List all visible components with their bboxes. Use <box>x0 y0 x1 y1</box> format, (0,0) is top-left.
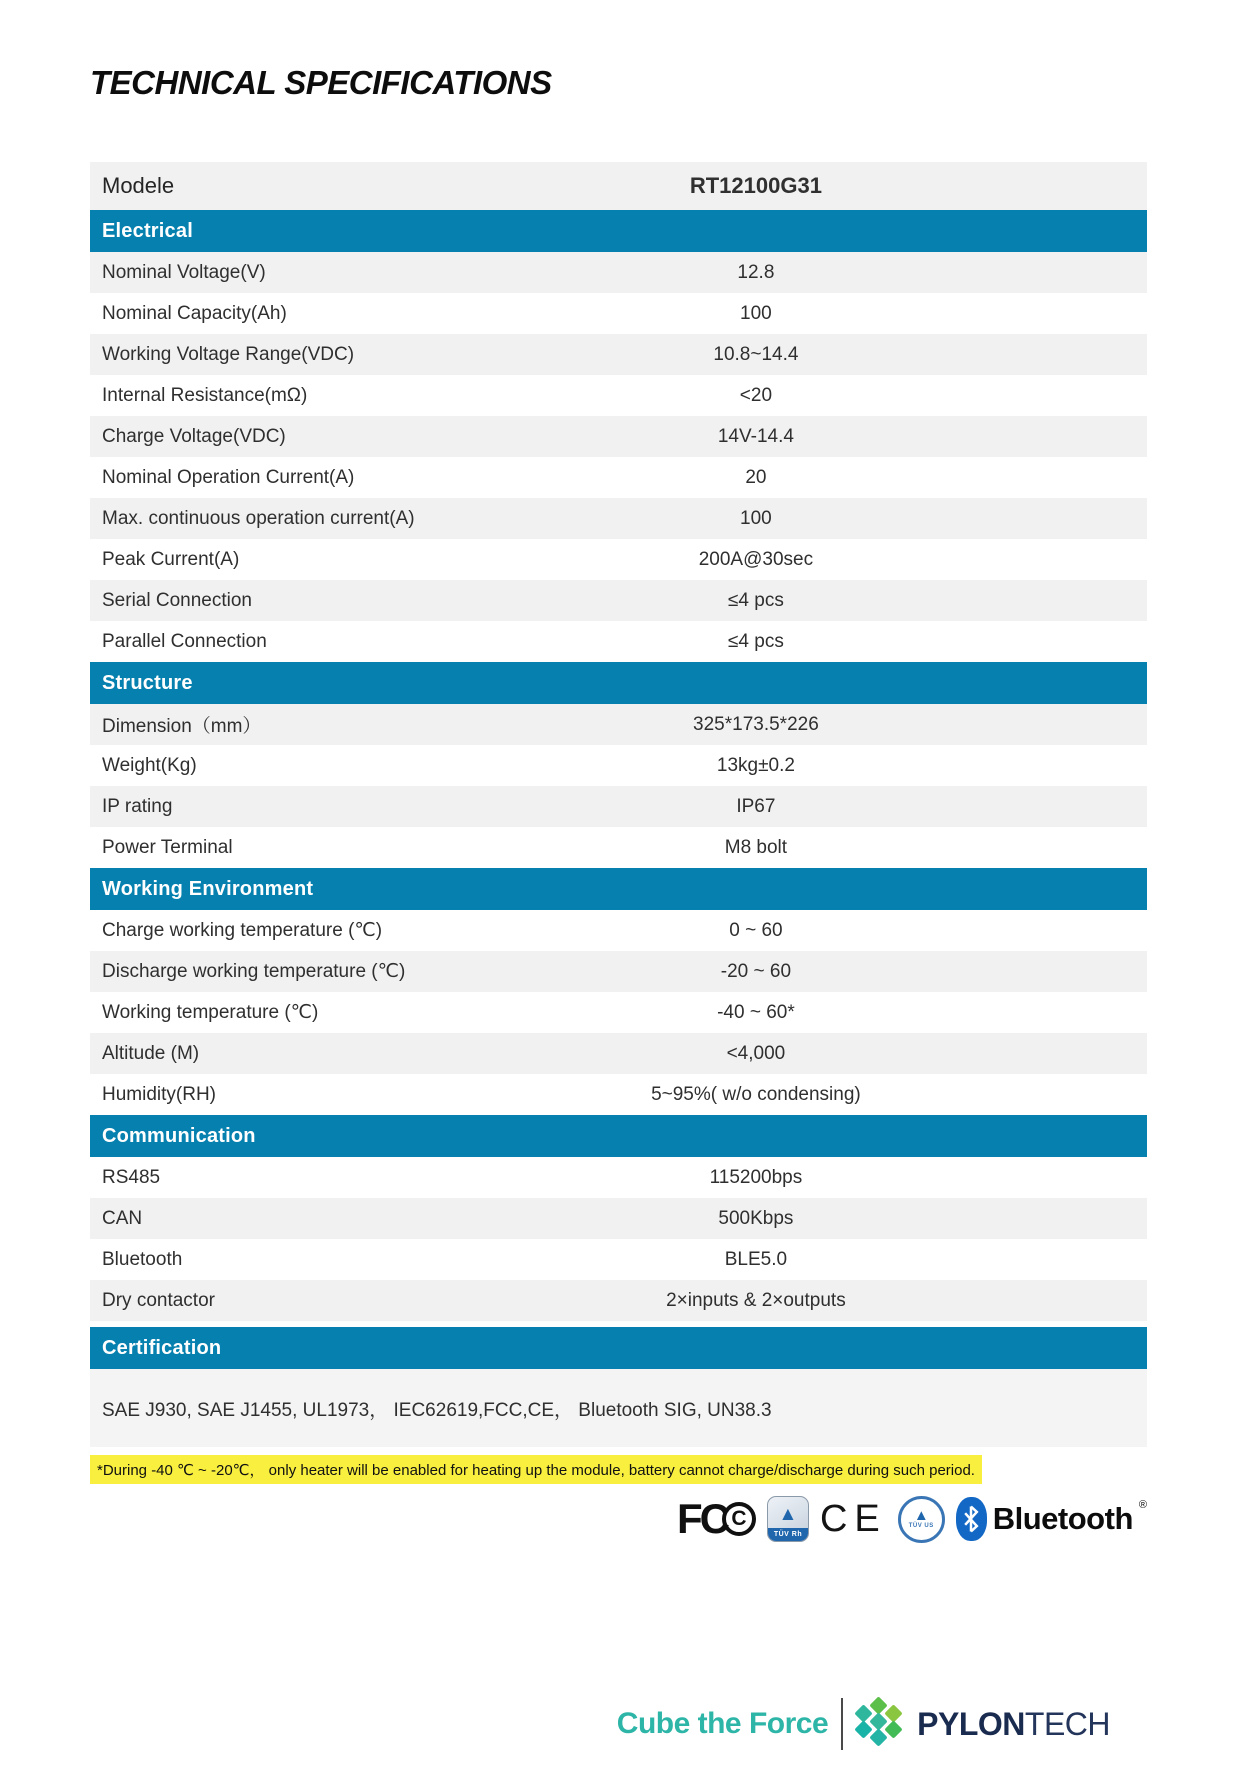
spec-value: M8 bolt <box>724 836 788 858</box>
spec-row-peak-current-a- <box>90 539 1147 580</box>
ce-mark-icon: CE <box>819 1498 887 1540</box>
diamond-shape <box>884 1720 902 1738</box>
brand-slogan: Cube the Force <box>616 1707 829 1740</box>
spec-value: <20 <box>739 384 773 406</box>
registered-trademark-symbol: ® <box>1138 1499 1147 1511</box>
spec-value: 500Kbps <box>718 1207 794 1229</box>
spec-value: 5~95%( w/o condensing) <box>651 1083 861 1105</box>
spec-label: Charge working temperature (℃) <box>102 920 383 941</box>
spec-value: 325*173.5*226 <box>693 713 819 735</box>
spec-value: 13kg±0.2 <box>716 754 795 776</box>
brand-wordmark-pylon: PYLON <box>917 1705 1025 1742</box>
spec-value: 115200bps <box>709 1166 803 1188</box>
certification-text: SAE J930, SAE J1455, UL1973， IEC62619,FCC,CE， Bluetooth SIG, UN38.3 <box>90 1369 1147 1447</box>
spec-table-sections <box>90 210 1147 1447</box>
spec-label: IP rating <box>102 795 173 817</box>
spec-label: Bluetooth <box>102 1248 183 1270</box>
spec-value: 20 <box>745 466 767 488</box>
spec-label: Nominal Capacity(Ah) <box>102 302 287 324</box>
certification-logos-row <box>90 1492 1147 1546</box>
spec-row-internal-resistance-m- <box>90 375 1147 416</box>
spec-row-power-terminal <box>90 827 1147 868</box>
spec-value: <4,000 <box>726 1042 786 1064</box>
spec-row-nominal-voltage-v- <box>90 252 1147 293</box>
spec-row-dimension-mm- <box>90 704 1147 745</box>
section-header-certification: Certification <box>90 1327 1147 1369</box>
bluetooth-wordmark: Bluetooth <box>992 1501 1133 1536</box>
bluetooth-logo <box>956 1497 1147 1541</box>
spec-value: 10.8~14.4 <box>713 343 799 365</box>
section-header-communication: Communication <box>90 1115 1147 1157</box>
page-title: TECHNICAL SPECIFICATIONS <box>90 64 552 101</box>
spec-label: Max. continuous operation current(A) <box>102 507 415 529</box>
fcc-logo-letters: FC <box>676 1495 727 1542</box>
spec-label: Altitude (M) <box>102 1042 200 1064</box>
spec-label: Weight(Kg) <box>102 754 197 776</box>
spec-label: RS485 <box>102 1166 161 1188</box>
spec-row-discharge-working-temperature- <box>90 951 1147 992</box>
spec-label: Serial Connection <box>102 589 252 611</box>
spec-label: Working Voltage Range(VDC) <box>102 343 355 365</box>
tuv-badge-bar: TÜV Rh <box>768 1528 808 1541</box>
spec-row-can <box>90 1198 1147 1239</box>
bluetooth-rune-icon <box>956 1497 987 1541</box>
brand-wordmark <box>917 1706 1110 1743</box>
brand-wordmark-tech: TECH <box>1024 1705 1110 1742</box>
spec-label: Charge Voltage(VDC) <box>102 425 286 447</box>
model-value: RT12100G31 <box>689 173 822 198</box>
spec-value: -40 ~ 60* <box>717 1001 795 1023</box>
spec-value: 12.8 <box>737 261 775 283</box>
spec-row-working-voltage-range-vdc- <box>90 334 1147 375</box>
spec-row-weight-kg- <box>90 745 1147 786</box>
spec-row-dry-contactor <box>90 1280 1147 1321</box>
section-header-structure: Structure <box>90 662 1147 704</box>
temperature-footnote: *During -40 ℃ ~ -20℃， only heater will be enabled for heating up the module, battery cannot charge/discharge during such period. <box>90 1455 982 1484</box>
spec-label: Parallel Connection <box>102 630 267 652</box>
spec-label: Discharge working temperature (℃) <box>102 961 406 982</box>
brand-footer <box>617 1696 1110 1752</box>
spec-value: BLE5.0 <box>724 1248 788 1270</box>
spec-label: Dimension（mm） <box>102 716 262 737</box>
spec-value: IP67 <box>736 795 776 817</box>
fcc-logo-icon <box>677 1495 756 1543</box>
spec-row-bluetooth <box>90 1239 1147 1280</box>
tuv-round-badge-icon <box>898 1496 945 1543</box>
spec-row-nominal-operation-current-a- <box>90 457 1147 498</box>
model-label: Modele <box>102 173 175 198</box>
spec-row-altitude-m- <box>90 1033 1147 1074</box>
spec-value: 14V-14.4 <box>717 425 794 447</box>
spec-row-humidity-rh- <box>90 1074 1147 1115</box>
brand-divider <box>841 1698 843 1750</box>
tuv-triangle-icon: ▲ <box>778 1504 798 1525</box>
spec-value: 0 ~ 60 <box>729 919 783 941</box>
tuv-round-triangle-icon: ▲ <box>913 1507 929 1524</box>
spec-label: Working temperature (℃) <box>102 1002 319 1023</box>
tuv-round-label: TÜV US <box>908 1523 934 1529</box>
spec-row-working-temperature- <box>90 992 1147 1033</box>
spec-label: Peak Current(A) <box>102 548 240 570</box>
spec-label: CAN <box>102 1207 143 1229</box>
spec-value: ≤4 pcs <box>727 589 784 611</box>
model-header-row <box>90 162 1147 210</box>
spec-row-charge-voltage-vdc- <box>90 416 1147 457</box>
tuv-rheinland-badge-icon <box>767 1496 809 1542</box>
spec-value: 100 <box>740 302 772 324</box>
fcc-logo-circled-c: C <box>722 1502 756 1536</box>
spec-row-max-continuous-operation-current-a- <box>90 498 1147 539</box>
spec-value: 100 <box>740 507 772 529</box>
spec-value: -20 ~ 60 <box>720 960 792 982</box>
spec-label: Internal Resistance(mΩ) <box>102 384 308 406</box>
spec-row-parallel-connection <box>90 621 1147 662</box>
spec-label: Humidity(RH) <box>102 1083 216 1105</box>
spec-row-rs485 <box>90 1157 1147 1198</box>
spec-row-serial-connection <box>90 580 1147 621</box>
spec-label: Nominal Voltage(V) <box>102 261 266 283</box>
spec-label: Dry contactor <box>102 1289 215 1311</box>
pylontech-diamond-logo-icon <box>856 1699 904 1749</box>
section-header-electrical: Electrical <box>90 210 1147 252</box>
spec-row-charge-working-temperature- <box>90 910 1147 951</box>
spec-value: 2×inputs & 2×outputs <box>666 1289 846 1311</box>
spec-row-nominal-capacity-ah- <box>90 293 1147 334</box>
spec-label: Nominal Operation Current(A) <box>102 466 355 488</box>
spec-value: 200A@30sec <box>698 548 814 570</box>
spec-row-ip-rating <box>90 786 1147 827</box>
section-header-working-environment: Working Environment <box>90 868 1147 910</box>
spec-label: Power Terminal <box>102 836 233 858</box>
spec-value: ≤4 pcs <box>727 630 784 652</box>
spec-table <box>90 162 1147 1447</box>
